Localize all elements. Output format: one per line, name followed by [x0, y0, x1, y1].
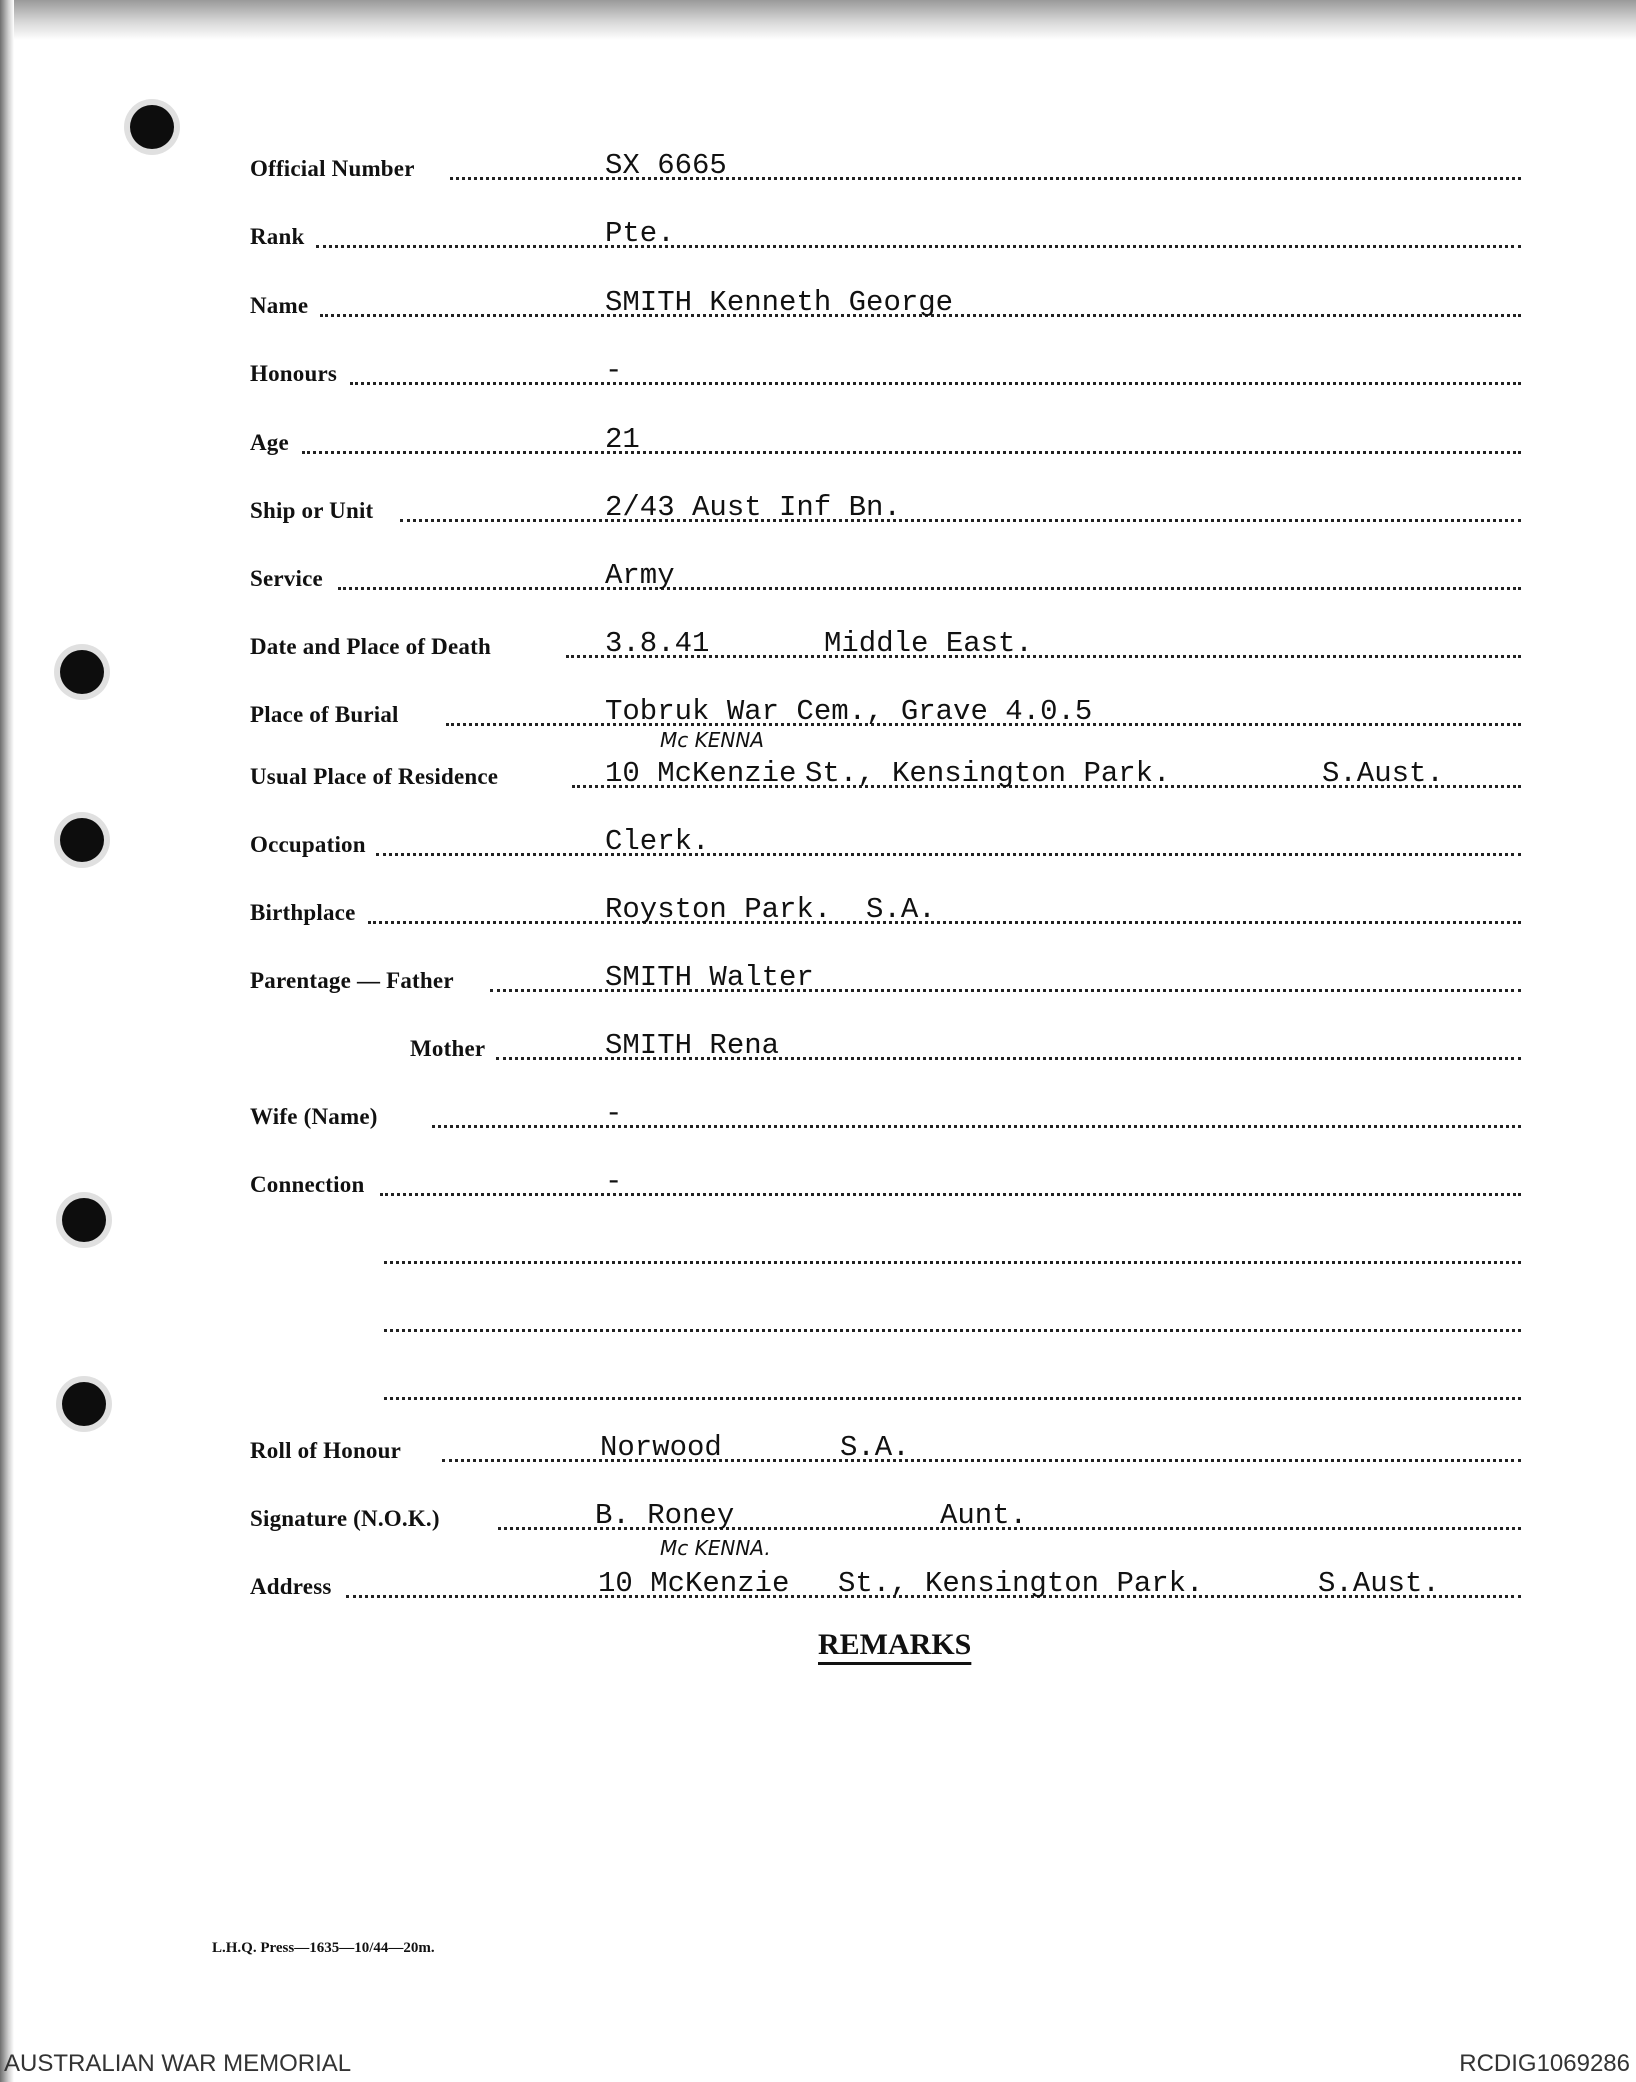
rank-value: Pte.	[605, 217, 675, 250]
roll-state-value: S.A.	[840, 1431, 910, 1464]
father-label: Parentage — Father	[250, 968, 454, 993]
occupation-value: Clerk.	[605, 825, 710, 858]
dotted-line	[380, 1193, 1521, 1196]
dotted-line	[302, 451, 1521, 454]
death-place-value: Middle East.	[824, 627, 1033, 660]
official-number-value: SX 6665	[605, 149, 727, 182]
service-label: Service	[250, 566, 323, 591]
wife-value: -	[605, 1097, 623, 1130]
address-handwritten-correction: Mc KENNA.	[660, 1536, 771, 1560]
dotted-line	[400, 519, 1521, 522]
row-signature	[250, 1500, 1521, 1534]
row-occupation	[250, 826, 1521, 860]
age-label: Age	[250, 430, 289, 455]
dotted-line	[384, 1261, 1521, 1264]
row-service	[250, 560, 1521, 594]
address-number-value: 10 McKenzie	[598, 1567, 790, 1600]
connection-value: -	[605, 1165, 623, 1198]
row-birthplace	[250, 894, 1521, 928]
residence-state-value: S.Aust.	[1322, 757, 1444, 790]
service-value: Army	[605, 559, 675, 592]
punch-hole-3	[60, 818, 104, 862]
birthplace-label: Birthplace	[250, 900, 356, 925]
connection-label: Connection	[250, 1172, 365, 1197]
punch-hole-5	[62, 1382, 106, 1426]
dotted-line	[376, 853, 1521, 856]
roll-place-value: Norwood	[600, 1431, 722, 1464]
name-value: SMITH Kenneth George	[605, 286, 954, 319]
scan-left-edge	[0, 0, 14, 2082]
row-rank	[250, 218, 1521, 252]
age-value: 21	[605, 423, 640, 456]
dotted-line	[316, 245, 1521, 248]
row-age	[250, 424, 1521, 458]
address-label: Address	[250, 1574, 332, 1599]
row-residence	[250, 728, 1521, 792]
footer-institution: AUSTRALIAN WAR MEMORIAL	[4, 2050, 352, 2077]
row-burial	[250, 696, 1521, 730]
row-name	[250, 287, 1521, 321]
row-connection	[250, 1166, 1521, 1200]
honours-value: -	[605, 354, 623, 387]
occupation-label: Occupation	[250, 832, 366, 857]
punch-hole-2	[60, 650, 104, 694]
unit-label: Ship or Unit	[250, 498, 374, 523]
roll-label: Roll of Honour	[250, 1438, 402, 1463]
punch-hole-1	[130, 105, 174, 149]
blank-line-1	[250, 1234, 1521, 1268]
dotted-line	[384, 1397, 1521, 1400]
residence-handwritten-correction: Mc KENNA	[660, 728, 764, 752]
signature-relation-value: Aunt.	[940, 1499, 1028, 1532]
row-ship-or-unit	[250, 492, 1521, 526]
row-father	[250, 962, 1521, 996]
row-death	[250, 628, 1521, 662]
wife-label: Wife (Name)	[250, 1104, 378, 1129]
residence-label: Usual Place of Residence	[250, 764, 499, 789]
dotted-line	[350, 382, 1521, 385]
press-mark: L.H.Q. Press—1635—10/44—20m.	[212, 1940, 435, 1956]
row-honours	[250, 355, 1521, 389]
row-wife	[250, 1098, 1521, 1132]
residence-rest-value: St., Kensington Park.	[805, 757, 1171, 790]
remarks-heading: REMARKS	[818, 1628, 972, 1661]
dotted-line	[338, 587, 1521, 590]
mother-value: SMITH Rena	[605, 1029, 780, 1062]
unit-value: 2/43 Aust Inf Bn.	[605, 491, 901, 524]
birthplace-value: Royston Park. S.A.	[605, 893, 936, 926]
signature-label: Signature (N.O.K.)	[250, 1506, 440, 1531]
blank-line-2	[250, 1302, 1521, 1336]
name-label: Name	[250, 293, 309, 318]
death-label: Date and Place of Death	[250, 634, 491, 659]
residence-number-value: 10 McKenzie	[605, 757, 797, 790]
row-mother	[250, 1030, 1521, 1064]
signature-name-value: B. Roney	[595, 1499, 735, 1532]
death-date-value: 3.8.41	[605, 627, 710, 660]
rank-label: Rank	[250, 224, 305, 249]
punch-hole-4	[62, 1198, 106, 1242]
row-roll-of-honour	[250, 1432, 1521, 1466]
burial-label: Place of Burial	[250, 702, 399, 727]
address-state-value: S.Aust.	[1318, 1567, 1440, 1600]
burial-value: Tobruk War Cem., Grave 4.0.5	[605, 695, 1093, 728]
dotted-line	[368, 921, 1521, 924]
mother-label: Mother	[410, 1036, 486, 1061]
row-official-number	[250, 150, 1521, 184]
dotted-line	[432, 1125, 1521, 1128]
scan-top-edge	[0, 0, 1636, 40]
address-rest-value: St., Kensington Park.	[838, 1567, 1204, 1600]
dotted-line	[384, 1329, 1521, 1332]
honours-label: Honours	[250, 361, 338, 386]
official-number-label: Official Number	[250, 156, 415, 181]
footer-record-id: RCDIG1069286	[1459, 2050, 1630, 2077]
father-value: SMITH Walter	[605, 961, 814, 994]
row-address	[250, 1536, 1521, 1602]
blank-line-3	[250, 1370, 1521, 1404]
